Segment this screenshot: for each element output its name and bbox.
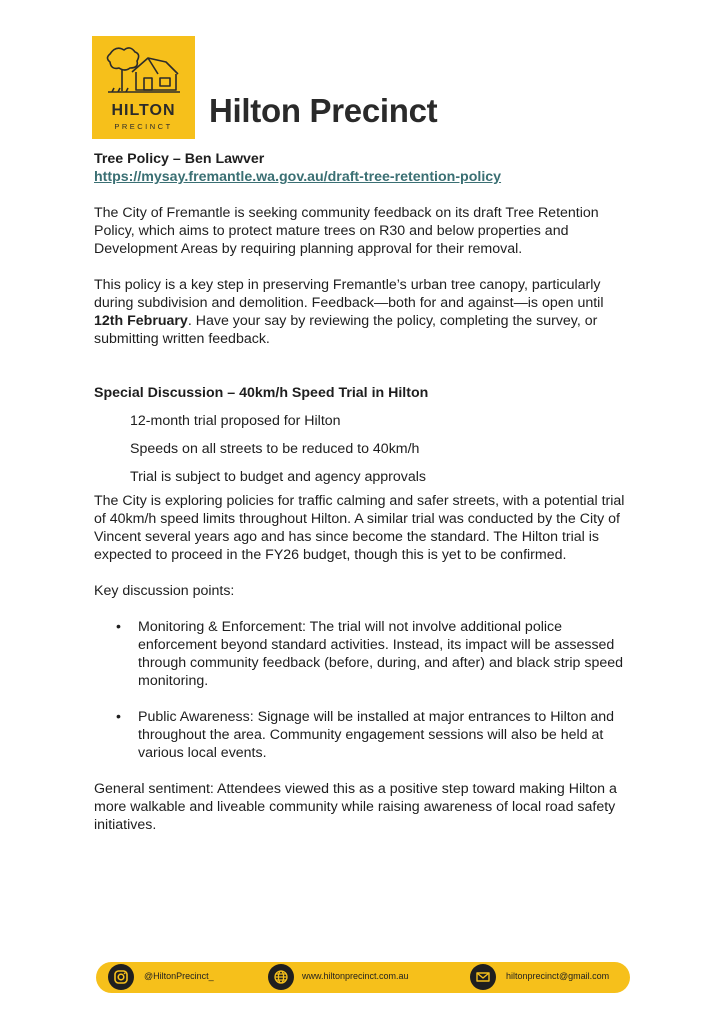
logo-wordmark: HILTON: [111, 102, 176, 119]
instagram-icon[interactable]: [108, 964, 134, 990]
paragraph-text: This policy is a key step in preserving Fremantle’s urban tree canopy, particularly during subdivision and demolition. Feedback—both for and against—is open until: [94, 277, 604, 311]
contact-footer: [96, 962, 630, 993]
document-body: [94, 150, 634, 834]
key-points-label: Key discussion points:: [94, 583, 235, 599]
trial-point: 12-month trial proposed for Hilton: [130, 413, 341, 429]
website-link[interactable]: www.hiltonprecinct.com.au: [302, 971, 409, 981]
trial-point: Speeds on all streets to be reduced to 40km/h: [130, 441, 420, 457]
trial-point: Trial is subject to budget and agency approvals: [130, 469, 427, 485]
page-title: Hilton Precinct: [209, 92, 438, 129]
tree-policy-paragraph-1: The City of Fremantle is seeking community feedback on its draft Tree Retention Policy, which aims to protect mature trees on R30 and below properties and Development Areas by requiring planning approval for their removal.: [94, 205, 599, 257]
bullet-icon: •: [116, 709, 121, 725]
globe-icon[interactable]: [268, 964, 294, 990]
list-item-text: Public Awareness: Signage will be installed at major entrances to Hilton and throughout the area. Community engagement sessions will also be held at various local events.: [138, 709, 615, 761]
tree-policy-link[interactable]: https://mysay.fremantle.wa.gov.au/draft-tree-retention-policy: [94, 169, 502, 185]
list-item-text: Monitoring & Enforcement: The trial will not involve additional police enforcement beyond standard activities. Instead, its impact will be assessed through community feedback (before, during, and after) and black strip speed monitoring.: [138, 619, 624, 689]
paragraph-text: . Have your say by reviewing the policy, completing the survey, or submitting written feedback.: [94, 313, 598, 347]
speed-trial-heading: Special Discussion – 40km/h Speed Trial in Hilton: [94, 385, 429, 401]
general-sentiment: General sentiment: Attendees viewed this as a positive step toward making Hilton a more walkable and liveable community while raising awareness of local road safety initiatives.: [94, 781, 617, 833]
house-tree-logo-icon: [104, 42, 184, 98]
mail-icon[interactable]: [470, 964, 496, 990]
tree-policy-heading: Tree Policy – Ben Lawver: [94, 151, 265, 167]
instagram-handle[interactable]: @HiltonPrecinct_: [144, 971, 214, 981]
key-points-list: [94, 618, 634, 762]
tree-policy-paragraph-2: [94, 276, 634, 348]
list-item: [94, 618, 634, 690]
logo-subtitle: PRECINCT: [114, 122, 173, 131]
list-item: [94, 708, 634, 762]
feedback-deadline: 12th February: [94, 313, 188, 329]
speed-trial-paragraph: The City is exploring policies for traffic calming and safer streets, with a potential trial of 40km/h speed limits throughout Hilton. A similar trial was conducted by the City of Vincent several years ago and has since become the standard. The Hilton trial is expected to proceed in the FY26 budget, though this is yet to be confirmed.: [94, 493, 625, 563]
bullet-icon: •: [116, 619, 121, 635]
email-link[interactable]: hiltonprecinct@gmail.com: [506, 971, 610, 981]
hilton-precinct-logo: [92, 36, 195, 139]
